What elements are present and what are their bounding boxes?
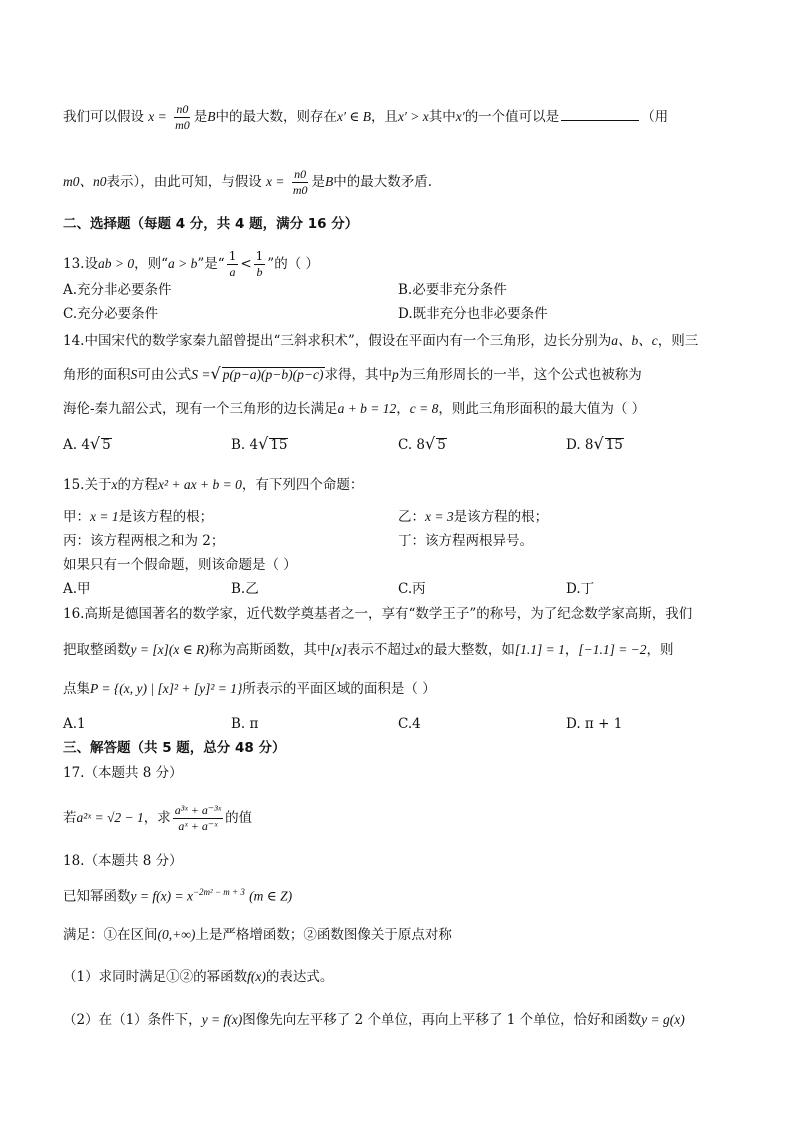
q15-stem: 15.关于x的方程x² + ax + b = 0，有下列四个命题： <box>63 477 364 493</box>
q16-option-c[interactable]: C.4 <box>398 716 421 732</box>
q16-option-d[interactable]: D. π + 1 <box>566 716 623 732</box>
q15-prop-yi: 乙：x = 3是该方程的根； <box>398 509 549 525</box>
q15-prop-ding: 丁：该方程两根异号。 <box>398 533 533 549</box>
q16-line2: 把取整函数y = [x](x ∈ R)称为高斯函数，其中[x]表示不超过x的最大整数，如[1.1] = 1，[−1.1] = −2，则 <box>63 642 674 658</box>
q17-head: 17.（本题共 8 分） <box>63 765 183 781</box>
q13-option-c[interactable]: C.充分必要条件 <box>63 306 159 322</box>
q18-head: 18.（本题共 8 分） <box>63 853 183 869</box>
q15-option-a[interactable]: A.甲 <box>63 581 91 597</box>
q15-option-c[interactable]: C.丙 <box>398 581 426 597</box>
q17-body: 若a²ˣ = √2 − 1，求 $\frac{\text{a³ˣ + a⁻³ˣ}}{\text{aˣ + a⁻ˣ}}$ 的值 <box>63 803 253 834</box>
fraction: $\frac{1}{a}$ <box>228 249 237 280</box>
q18-part1: （1）求同时满足①②的幂函数f(x)的表达式。 <box>63 969 334 985</box>
section-heading-3: 三、解答题（共 5 题，总分 48 分） <box>63 740 286 756</box>
q14-option-b[interactable]: B. 4√ 15 <box>231 434 288 453</box>
q13-stem: 13.设ab > 0，则“a > b”是“ $\frac{1}{a}$ < $\frac{1}{b}$ ”的（ ） <box>63 249 319 280</box>
q14-line2: 角形的面积S可由公式S =√ p(p−a)(p−b)(p−c)求得，其中p为三角形周长的一半，这个公式也被称为 <box>63 364 642 383</box>
q16-line1: 16.高斯是德国著名的数学家，近代数学奠基者之一，享有“数学王子”的称号，为了纪念数学家高斯，我们 <box>63 606 693 622</box>
q18-part2: （2）在（1）条件下，y = f(x)图像先向左平移了 2 个单位，再向上平移了 1 个单位，恰好和函数y = g(x) <box>63 1012 685 1028</box>
q16-line3: 点集P = {(x, y) | [x]² + [y]² = 1}所表示的平面区域的面积是（ ） <box>63 681 436 697</box>
q12-line1: 我们可以假设 x = $\frac{n0}{m0}$ 是B中的最大数，则存在x′ ∈ B，且x′ > x其中x′的一个值可以是 （用 <box>63 102 669 133</box>
q13-option-b[interactable]: B.必要非充分条件 <box>398 282 507 298</box>
q16-option-a[interactable]: A.1 <box>63 716 86 732</box>
q15-option-d[interactable]: D.丁 <box>566 581 595 597</box>
q12-line2: m0、n0表示），由此可知，与假设 x = $\frac{n0}{m0}$ 是B中的最大数矛盾. <box>63 167 433 198</box>
q14-line1: 14.中国宋代的数学家秦九韶曾提出“三斜求积术”，假设在平面内有一个三角形，边长分别为a、b、c，则三 <box>63 333 699 349</box>
section-heading-2: 二、选择题（每题 4 分，共 4 题，满分 16 分） <box>63 216 359 232</box>
fraction: $\frac{\text{a³ˣ + a⁻³ˣ}}{\text{aˣ + a⁻ˣ}}$ <box>174 803 222 834</box>
q16-option-b[interactable]: B. π <box>231 716 259 732</box>
q15-question: 如果只有一个假命题，则该命题是（ ） <box>63 557 297 573</box>
q14-option-c[interactable]: C. 8√ 5 <box>398 434 446 453</box>
q18-line2: 满足：①在区间(0,+∞)上是严格增函数；②函数图像关于原点对称 <box>63 927 452 943</box>
fraction: $\frac{n0}{m0}$ <box>292 167 308 198</box>
q15-prop-bing: 丙：该方程两根之和为 2； <box>63 533 225 549</box>
q15-prop-jia: 甲：x = 1是该方程的根； <box>63 509 214 525</box>
answer-blank[interactable] <box>561 110 639 121</box>
fraction: $\frac{n0}{m0}$ <box>175 102 190 133</box>
q13-option-d[interactable]: D.既非充分也非必要条件 <box>398 306 548 322</box>
q13-option-a[interactable]: A.充分非必要条件 <box>63 282 172 298</box>
q15-option-b[interactable]: B.乙 <box>231 581 259 597</box>
q14-line3: 海伦-秦九韶公式，现有一个三角形的边长满足a + b = 12，c = 8，则此三角形面积的最大值为（ ） <box>63 401 646 417</box>
q14-option-a[interactable]: A. 4√ 5 <box>63 434 111 453</box>
q18-line1: 已知幂函数$y = f(x) = x^{-2m^2 - m + 3}$ (m ∈ Z) <box>63 887 293 905</box>
q14-option-d[interactable]: D. 8√ 15 <box>566 434 623 453</box>
fraction: $\frac{1}{b}$ <box>255 249 264 280</box>
